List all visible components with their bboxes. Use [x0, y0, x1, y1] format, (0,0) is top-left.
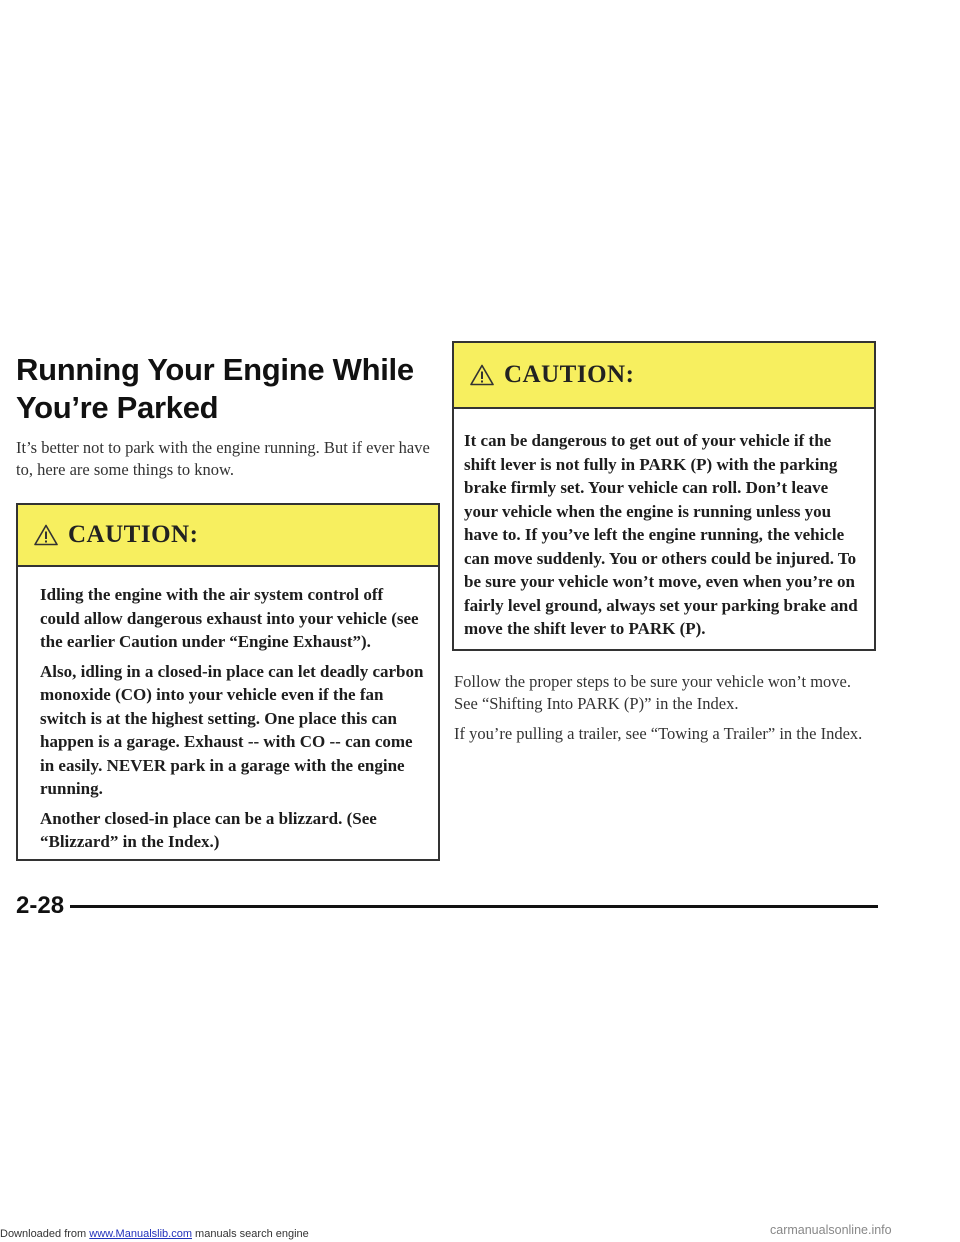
- caution-label: CAUTION:: [68, 521, 199, 548]
- caution-body: [454, 409, 874, 661]
- heading-line-1: Running Your Engine While: [16, 352, 414, 387]
- download-note: [0, 1228, 309, 1240]
- body-paragraph: Follow the proper steps to be sure your vehicle won’t move. See “Shifting Into PARK (P)” in the Index.: [454, 672, 851, 713]
- caution-paragraph: Also, idling in a closed-in place can let deadly carbon monoxide (CO) into your vehicle even if the fan switch is at the highest setting. One place this can happen is a garage. Exhaust -- with CO -- can come in easily. NEVER park in a garage with the engine running.: [40, 661, 424, 798]
- left-column: [16, 351, 440, 861]
- warning-triangle-icon: [34, 524, 58, 546]
- heading-line-2: You’re Parked: [16, 390, 219, 425]
- manualslib-link[interactable]: www.Manualslib.com: [89, 1228, 192, 1240]
- caution-header: [18, 505, 438, 567]
- right-column: [452, 341, 876, 753]
- footer-rule: [70, 905, 878, 908]
- watermark: carmanualsonline.info: [770, 1223, 892, 1237]
- warning-triangle-icon: [470, 364, 494, 386]
- section-heading: [16, 351, 440, 427]
- caution-body: [18, 567, 438, 874]
- caution-paragraph: It can be dangerous to get out of your vehicle if the shift lever is not fully in PARK (P) with the parking brake firmly set. Your vehicle can roll. Don’t leave your vehicle when the engine is running unless you have to. If you’ve left the engine running, the vehicle can move suddenly. You or others could be injured. To be sure your vehicle won’t move, even when you’re on fairly level ground, always set your parking brake and move the shift lever to PARK (P).: [464, 431, 858, 638]
- caution-box-right: [452, 341, 876, 651]
- caution-header: [454, 343, 874, 409]
- caution-label: CAUTION:: [504, 361, 635, 388]
- body-paragraph: If you’re pulling a trailer, see “Towing a Trailer” in the Index.: [454, 724, 863, 743]
- caution-paragraph: Another closed-in place can be a blizzard. (See “Blizzard” in the Index.): [40, 808, 377, 851]
- intro-paragraph: It’s better not to park with the engine running. But if ever have to, here are some things to know.: [16, 438, 430, 479]
- caution-box-left: [16, 503, 440, 861]
- download-suffix: manuals search engine: [195, 1228, 309, 1240]
- download-prefix: Downloaded from: [0, 1228, 87, 1240]
- body-text: [452, 671, 876, 745]
- page-footer: [16, 888, 878, 924]
- caution-paragraph: Idling the engine with the air system control off could allow dangerous exhaust into your vehicle (see the earlier Caution under “Engine Exhaust”).: [40, 585, 419, 651]
- page-number: 2-28: [16, 892, 65, 919]
